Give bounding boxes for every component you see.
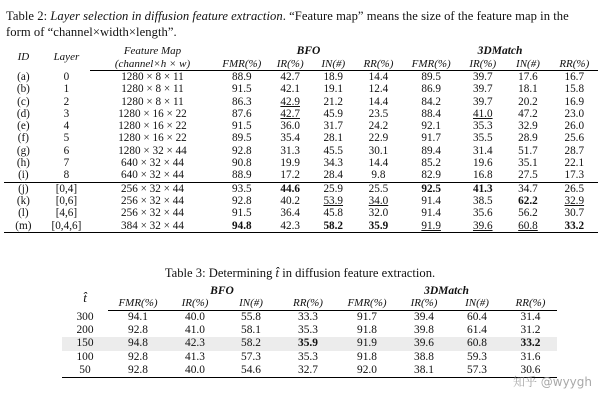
table-cell: 45.8	[323, 207, 344, 220]
table-cell: 18.1	[518, 83, 538, 96]
table2-row-e	[4, 120, 598, 132]
table-cell: (f)	[17, 132, 29, 145]
t3-header-bfo-rr: RR(%)	[280, 297, 336, 311]
table-cell: 9.8	[355, 169, 402, 182]
table-cell: 41.0	[185, 324, 205, 337]
header-bfo-fmr: FMR(%)	[215, 58, 269, 71]
table2-row-l	[4, 207, 598, 219]
table-cell: 35.6	[472, 207, 493, 220]
table-cell: 28.1	[323, 132, 344, 145]
table-cell: 16.9	[564, 95, 585, 108]
table3-row-150	[62, 337, 557, 350]
table2-row-j	[4, 182, 598, 195]
table-cell: (h)	[16, 157, 30, 170]
table-cell: 1280 × 32 × 44	[118, 144, 187, 157]
table-cell: 84.2	[421, 95, 441, 108]
table-cell: 16.7	[564, 71, 585, 83]
table-cell: 40.2	[280, 194, 300, 207]
table-cell: (g)	[16, 144, 30, 157]
table2-caption-rest: . “Feature map” means the size of the feature map in the form of “channel×width×length”.	[6, 9, 569, 39]
table-cell: 58.2	[312, 220, 355, 233]
table-cell: 89.5	[232, 132, 252, 145]
table-cell: 28.4	[312, 169, 355, 182]
table-cell: 93.5	[232, 182, 252, 195]
table2-row-i	[4, 169, 598, 182]
table-cell: 91.5	[232, 120, 252, 133]
table-cell: 89.4	[421, 144, 441, 157]
table-cell: [4,6]	[55, 207, 78, 220]
table-cell: 23.5	[368, 107, 389, 120]
table-cell: 31.2	[520, 324, 541, 337]
table-cell: 85.2	[421, 157, 441, 170]
table-cell: 35.3	[298, 324, 318, 337]
table-cell: 12.4	[368, 83, 389, 96]
header-bfo-in: IN(#)	[312, 58, 355, 71]
table-cell: 640 × 32 × 44	[121, 157, 184, 170]
table-cell: 57.3	[450, 364, 504, 378]
table-cell: 17.6	[518, 71, 538, 83]
table2-row-a	[4, 71, 598, 84]
table3	[62, 285, 557, 378]
table-cell: 91.5	[232, 207, 252, 220]
header-3dmatch: 3DMatch	[477, 45, 523, 57]
t3-header-3dmatch: 3DMatch	[424, 285, 469, 297]
table-cell: 31.4	[472, 144, 493, 157]
table-cell: 25.5	[368, 182, 389, 195]
table-cell: 91.9	[402, 220, 460, 233]
table-cell: 91.4	[421, 207, 441, 220]
table-cell: 15.8	[564, 83, 585, 96]
table-cell: 40.0	[185, 311, 205, 323]
table-cell: 38.5	[472, 194, 493, 207]
table-cell: 42.3	[168, 337, 222, 350]
table-cell: 57.3	[241, 350, 261, 363]
table-cell: 8	[43, 169, 90, 182]
table-cell: 35.9	[355, 220, 402, 233]
table-cell: 91.8	[357, 324, 377, 337]
table3-row-100	[62, 351, 557, 364]
watermark: 知乎 @wyygh	[512, 375, 592, 389]
table-cell: 62.2	[518, 194, 538, 207]
table-cell: (j)	[18, 182, 29, 195]
table-cell: 5	[63, 132, 70, 145]
table-cell: 19.1	[323, 83, 344, 96]
table2-caption-title: Layer selection in diffusion feature extraction	[50, 9, 283, 23]
table-cell: 91.9	[336, 337, 398, 350]
table2-row-h	[4, 157, 598, 169]
table-cell: 40.0	[168, 364, 222, 378]
table-cell: 25.9	[323, 182, 344, 195]
table-cell: 92.5	[421, 182, 441, 195]
table-cell: 82.9	[402, 169, 460, 182]
table-cell: 92.0	[336, 364, 398, 378]
header-bfo: BFO	[296, 45, 321, 57]
table-cell: 17.3	[551, 169, 598, 182]
table-cell: 54.6	[222, 364, 280, 378]
table-cell: [0,4,6]	[43, 220, 90, 233]
table-cell: 27.5	[505, 169, 550, 182]
table-cell: 56.2	[518, 207, 538, 220]
header-3dm-fmr: FMR(%)	[402, 58, 460, 71]
table-cell: 33.3	[298, 311, 318, 323]
table-cell: 92.8	[128, 350, 148, 363]
table-cell: 28.9	[518, 132, 538, 145]
table2-caption-label: Table 2:	[6, 9, 48, 23]
table-cell: 30.6	[504, 364, 557, 378]
table-cell: (m)	[4, 220, 43, 233]
table-cell: 60.4	[467, 311, 487, 323]
table-cell: 51.7	[518, 144, 538, 157]
table-cell: 640 × 32 × 44	[90, 169, 215, 182]
table-cell: 53.9	[323, 194, 344, 207]
table-cell: 22.1	[564, 157, 585, 170]
table-cell: 91.8	[357, 350, 377, 363]
table-cell: (a)	[17, 70, 30, 83]
t3-header-3dm-fmr: FMR(%)	[336, 297, 398, 311]
table-cell: (l)	[18, 207, 29, 220]
table-cell: 26.0	[564, 120, 585, 133]
table-cell: 47.2	[518, 107, 538, 120]
table-cell: 1280 × 16 × 22	[118, 132, 187, 145]
table-cell: 39.7	[472, 71, 493, 83]
table-cell: 31.6	[520, 350, 541, 363]
table-cell: 91.7	[357, 311, 377, 323]
table-cell: (i)	[4, 169, 43, 182]
table2-row-k	[4, 195, 598, 207]
header-bfo-rr: RR(%)	[355, 58, 402, 71]
table-cell: 61.4	[467, 324, 487, 337]
table-cell: 0	[63, 70, 70, 83]
header-3dm-ir: IR(%)	[460, 58, 505, 71]
table-cell: 384 × 32 × 44	[90, 220, 215, 233]
table-cell: 36.0	[280, 120, 300, 133]
table-cell: 41.0	[472, 107, 493, 120]
table-cell: 34.3	[323, 157, 344, 170]
table-cell: 38.8	[414, 350, 434, 363]
table-cell: 92.8	[232, 144, 252, 157]
table-cell: 18.9	[323, 71, 344, 83]
table2-caption	[6, 8, 596, 40]
table-cell: 34.7	[518, 182, 538, 195]
t3-header-bfo: BFO	[210, 285, 234, 297]
table-cell: 86.9	[421, 83, 441, 96]
header-feature-map: Feature Map	[123, 45, 182, 57]
table3-caption: Table 3: Determining t̂ in diffusion feature extraction.	[164, 266, 436, 280]
table-cell: 34.0	[368, 194, 389, 207]
table-cell: 90.8	[232, 157, 252, 170]
table-cell: 32.9	[564, 194, 585, 207]
header-3dm-rr: RR(%)	[551, 58, 598, 71]
table-cell: [0,6]	[55, 194, 78, 207]
table-cell: 3	[63, 107, 70, 120]
table-cell: 1	[63, 83, 70, 96]
table-cell: 59.3	[467, 350, 487, 363]
table-cell: 150	[62, 337, 108, 350]
table-cell: 14.4	[368, 95, 389, 108]
table-cell: 4	[63, 120, 70, 133]
table-cell: 44.6	[280, 182, 300, 195]
table-cell: 7	[63, 157, 70, 170]
table-cell: 2	[63, 95, 70, 108]
table-cell: 39.6	[398, 337, 450, 350]
table-cell: 92.8	[108, 364, 168, 378]
table-cell: 21.2	[323, 95, 344, 108]
t3-header-3dm-ir: IR(%)	[398, 297, 450, 311]
table-cell: 33.2	[504, 337, 557, 350]
t3-header-bfo-ir: IR(%)	[168, 297, 222, 311]
table-cell: 60.8	[450, 337, 504, 350]
table-cell: 92.8	[128, 324, 148, 337]
header-bfo-ir: IR(%)	[269, 58, 312, 71]
table-cell: 35.4	[280, 132, 300, 145]
header-id: ID	[17, 51, 30, 64]
table3-row-300	[62, 311, 557, 325]
table-cell: 33.2	[551, 220, 598, 233]
table-cell: 86.3	[232, 95, 252, 108]
table-cell: 22.9	[368, 132, 389, 145]
table-cell: 200	[76, 324, 94, 337]
table-cell: 100	[76, 350, 94, 363]
table-cell: 39.7	[472, 83, 493, 96]
table-cell: 87.6	[232, 107, 252, 120]
table-cell: 300	[76, 310, 94, 323]
table-cell: 35.5	[472, 132, 493, 145]
table-cell: 38.1	[398, 364, 450, 378]
table-cell: 256 × 32 × 44	[121, 207, 184, 220]
table-cell: 35.3	[298, 350, 318, 363]
table-cell: 16.8	[460, 169, 505, 182]
table-cell: 35.3	[472, 120, 493, 133]
table3-caption-symbol: t̂	[275, 266, 280, 280]
table-cell: 41.3	[185, 350, 205, 363]
table2-row-b	[4, 83, 598, 95]
t3-header-3dm-rr: RR(%)	[504, 297, 557, 311]
table-cell: 42.7	[280, 71, 300, 83]
table-cell: 60.8	[505, 220, 550, 233]
table2-row-f	[4, 132, 598, 144]
table-cell: 39.8	[414, 324, 434, 337]
table-cell: 1280 × 8 × 11	[121, 83, 184, 96]
table-cell: 1280 × 8 × 11	[121, 95, 184, 108]
table-cell: 58.1	[241, 324, 261, 337]
header-3dm-in: IN(#)	[505, 58, 550, 71]
table-cell: 14.4	[368, 71, 389, 83]
table-cell: 26.5	[564, 182, 585, 195]
table-cell: (d)	[16, 107, 30, 120]
table-cell: 42.1	[280, 83, 300, 96]
header-t-hat: t̂	[83, 289, 87, 305]
table-cell: 256 × 32 × 44	[121, 182, 184, 195]
table-cell: 20.2	[518, 95, 538, 108]
table-cell: 42.9	[280, 95, 300, 108]
table-cell: 39.4	[414, 311, 434, 323]
table2-row-g	[4, 145, 598, 157]
table2	[4, 45, 598, 233]
table-cell: 19.9	[280, 157, 300, 170]
table-cell: 17.2	[269, 169, 312, 182]
table-cell: 92.8	[232, 194, 252, 207]
table-cell: 50	[62, 364, 108, 378]
table2-row-d	[4, 108, 598, 120]
table-cell: 58.2	[222, 337, 280, 350]
table-cell: (c)	[17, 95, 30, 108]
header-layer: Layer	[53, 51, 80, 64]
table-cell: 256 × 32 × 44	[121, 194, 184, 207]
t3-header-bfo-fmr: FMR(%)	[108, 297, 168, 311]
table-cell: 39.6	[460, 220, 505, 233]
table-cell: 35.9	[280, 337, 336, 350]
table-cell: 89.5	[421, 71, 441, 83]
table-cell: 31.3	[280, 144, 300, 157]
table-cell: 25.6	[564, 132, 585, 145]
table-cell: 30.1	[368, 144, 389, 157]
table-cell: (e)	[17, 120, 30, 133]
t3-header-bfo-in: IN(#)	[222, 297, 280, 311]
table-cell: 88.4	[421, 107, 441, 120]
table-cell: 28.7	[564, 144, 585, 157]
table-cell: (b)	[16, 83, 30, 96]
table-cell: 24.2	[368, 120, 389, 133]
table-cell: 14.4	[368, 157, 389, 170]
table-cell: (k)	[16, 194, 30, 207]
table-cell: 94.8	[108, 337, 168, 350]
table-cell: 36.4	[280, 207, 300, 220]
table-cell: 19.6	[472, 157, 493, 170]
table-cell: 6	[63, 144, 70, 157]
table-cell: 94.1	[128, 311, 148, 323]
table-cell: 32.0	[368, 207, 389, 220]
table-cell: 42.7	[280, 107, 300, 120]
table-cell: 1280 × 16 × 22	[118, 107, 187, 120]
table-cell: 31.7	[323, 120, 344, 133]
table-cell: 42.3	[269, 220, 312, 233]
table3-row-200	[62, 324, 557, 337]
table3-row-50	[62, 364, 557, 378]
table-cell: 31.4	[520, 311, 541, 323]
table-cell: 41.3	[472, 182, 493, 195]
table-cell: 45.5	[323, 144, 344, 157]
table-cell: 45.9	[323, 107, 344, 120]
table-cell: 91.7	[421, 132, 441, 145]
header-feature-map-sub: (channel×h × w)	[90, 58, 215, 71]
table-cell: 35.1	[518, 157, 538, 170]
table-cell: [0,4]	[55, 182, 78, 195]
table-cell: 92.1	[421, 120, 441, 133]
table-cell: 91.5	[232, 83, 252, 96]
table2-row-m	[4, 220, 598, 233]
table-cell: 1280 × 8 × 11	[121, 71, 184, 83]
table-cell: 23.0	[564, 107, 585, 120]
table-cell: 32.9	[518, 120, 538, 133]
table-cell: 30.7	[564, 207, 585, 220]
table-cell: 1280 × 16 × 22	[118, 120, 187, 133]
table-cell: 32.7	[280, 364, 336, 378]
table-cell: 55.8	[241, 311, 261, 323]
table-cell: 94.8	[215, 220, 269, 233]
table-cell: 91.4	[421, 194, 441, 207]
table-cell: 88.9	[215, 169, 269, 182]
t3-header-3dm-in: IN(#)	[450, 297, 504, 311]
table-cell: 88.9	[232, 71, 252, 83]
table-cell: 39.7	[472, 95, 493, 108]
table2-row-c	[4, 96, 598, 108]
